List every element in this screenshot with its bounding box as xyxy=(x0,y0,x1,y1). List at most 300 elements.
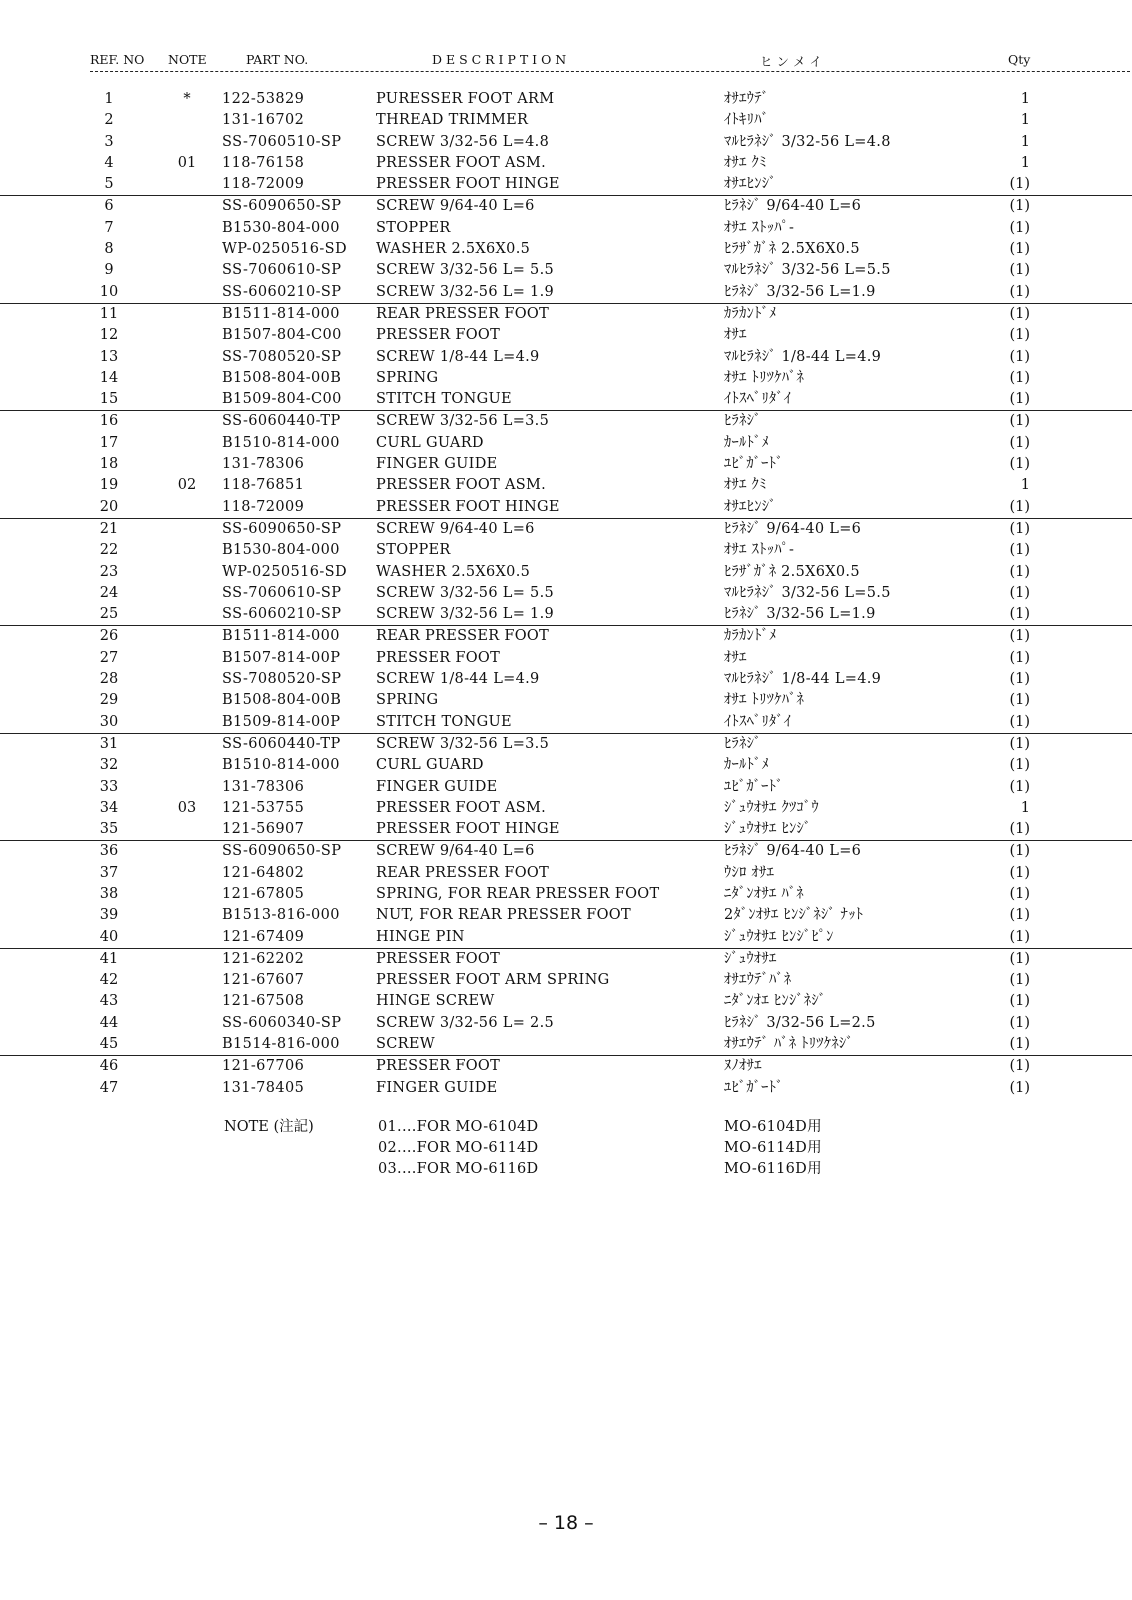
kana-name-cell: 2ﾀﾞﾝｵｻｴ ﾋﾝｼﾞﾈｼﾞ ﾅｯﾄ xyxy=(724,907,864,924)
ref-no-cell: 19 xyxy=(99,477,119,494)
description-cell: FINGER GUIDE xyxy=(376,456,498,473)
description-cell: PRESSER FOOT ARM SPRING xyxy=(376,972,610,989)
ref-no-cell: 26 xyxy=(99,628,119,645)
kana-name-cell: ｵｻｴｳﾃﾞ xyxy=(724,91,769,107)
description-cell: SCREW 1/8-44 L=4.9 xyxy=(376,671,540,688)
qty-cell: (1) xyxy=(1009,198,1030,215)
table-row xyxy=(0,1056,1132,1077)
qty-cell: (1) xyxy=(1009,262,1030,279)
part-no-cell: SS-7060610-SP xyxy=(222,584,342,601)
ref-no-cell: 37 xyxy=(99,864,119,881)
table-row xyxy=(0,970,1132,991)
ref-no-cell: 9 xyxy=(104,262,114,279)
kana-name-cell: ﾋﾗｻﾞｶﾞﾈ 2.5X6X0.5 xyxy=(724,241,860,258)
header-rule xyxy=(90,71,1130,72)
part-no-cell: SS-6060210-SP xyxy=(222,606,342,623)
table-row xyxy=(0,755,1132,776)
ref-no-cell: 45 xyxy=(99,1036,119,1053)
kana-name-cell: ｼﾞｭｳｵｻｴ ﾋﾝｼﾞ xyxy=(724,821,812,838)
qty-cell: (1) xyxy=(1009,885,1030,902)
table-row xyxy=(0,884,1132,905)
table-row xyxy=(0,475,1132,496)
qty-cell: (1) xyxy=(1009,843,1030,860)
table-row xyxy=(0,174,1132,196)
table-row xyxy=(0,562,1132,583)
kana-name-cell: ｼﾞｭｳｵｻｴ xyxy=(724,950,777,967)
qty-cell: (1) xyxy=(1009,993,1030,1010)
part-no-cell: 131-78306 xyxy=(222,456,305,473)
part-no-cell: 118-72009 xyxy=(222,498,305,515)
table-row xyxy=(0,282,1132,304)
note-model: MO-6104D用 xyxy=(724,1119,822,1135)
description-cell: REAR PRESSER FOOT xyxy=(376,305,550,322)
kana-name-cell: ｵｻｴｳﾃﾞ ﾊﾞﾈ ﾄﾘﾂｹﾈｼﾞ xyxy=(724,1036,854,1053)
note-for: 02....FOR MO-6114D xyxy=(378,1140,539,1156)
description-cell: STOPPER xyxy=(376,219,451,236)
ref-no-cell: 2 xyxy=(104,112,114,129)
ref-no-cell: 47 xyxy=(99,1079,119,1096)
part-no-cell: B1510-814-000 xyxy=(222,434,340,451)
ref-no-cell: 8 xyxy=(104,241,114,258)
table-header xyxy=(0,52,1132,72)
table-row xyxy=(0,454,1132,475)
kana-name-cell: ﾕﾋﾞｶﾞｰﾄﾞ xyxy=(724,1079,784,1096)
ref-no-cell: 35 xyxy=(99,821,119,838)
part-no-cell: 122-53829 xyxy=(222,91,305,107)
kana-name-cell: ｵｻｴﾋﾝｼﾞ xyxy=(724,176,777,193)
qty-cell: (1) xyxy=(1009,542,1030,559)
description-cell: PRESSER FOOT ASM. xyxy=(376,799,547,816)
kana-name-cell: ﾇﾉｵｻｴ xyxy=(724,1058,762,1075)
kana-name-cell: ﾋﾗﾈｼﾞ 9/64-40 L=6 xyxy=(724,520,862,537)
part-no-cell: SS-6060340-SP xyxy=(222,1014,342,1031)
ref-no-cell: 39 xyxy=(99,907,119,924)
description-cell: PRESSER FOOT xyxy=(376,649,501,666)
kana-name-cell: ﾏﾙﾋﾗﾈｼﾞ 3/32-56 L=5.5 xyxy=(724,584,891,601)
part-no-cell: B1530-804-000 xyxy=(222,219,340,236)
kana-name-cell: ﾕﾋﾞｶﾞｰﾄﾞ xyxy=(724,456,784,473)
part-no-cell: B1508-804-00B xyxy=(222,369,342,386)
table-row xyxy=(0,734,1132,755)
table-row xyxy=(0,1034,1132,1056)
part-no-cell: B1507-814-00P xyxy=(222,649,341,666)
part-no-cell: SS-6060440-TP xyxy=(222,413,341,430)
ref-no-cell: 23 xyxy=(99,563,119,580)
description-cell: SCREW 3/32-56 L= 1.9 xyxy=(376,283,555,300)
header-note: NOTE xyxy=(168,52,207,67)
part-no-cell: SS-7080520-SP xyxy=(222,671,342,688)
ref-no-cell: 20 xyxy=(99,498,119,515)
qty-cell: (1) xyxy=(1009,327,1030,344)
ref-no-cell: 14 xyxy=(99,369,119,386)
qty-cell: 1 xyxy=(1020,91,1030,107)
description-cell: HINGE SCREW xyxy=(376,993,495,1010)
notes-label: NOTE (注記) xyxy=(224,1119,314,1135)
kana-name-cell: ｵｻｴ xyxy=(724,649,747,666)
table-row xyxy=(0,304,1132,325)
note-model: MO-6116D用 xyxy=(724,1161,822,1177)
description-cell: SCREW 9/64-40 L=6 xyxy=(376,843,535,860)
ref-no-cell: 33 xyxy=(99,778,119,795)
qty-cell: (1) xyxy=(1009,498,1030,515)
table-row xyxy=(0,433,1132,454)
table-row xyxy=(0,927,1132,949)
part-no-cell: SS-6090650-SP xyxy=(222,520,342,537)
part-no-cell: B1508-804-00B xyxy=(222,692,342,709)
table-row xyxy=(0,863,1132,884)
header-description: D E S C R I P T I O N xyxy=(432,52,567,67)
table-row xyxy=(0,669,1132,690)
kana-name-cell: ｲﾄｽﾍﾞﾘﾀﾞｲ xyxy=(724,391,792,408)
ref-no-cell: 4 xyxy=(104,154,114,171)
qty-cell: (1) xyxy=(1009,369,1030,386)
part-no-cell: 121-64802 xyxy=(222,864,305,881)
description-cell: THREAD TRIMMER xyxy=(376,112,529,129)
ref-no-cell: 1 xyxy=(104,91,114,107)
ref-no-cell: 3 xyxy=(104,133,114,150)
description-cell: SCREW 9/64-40 L=6 xyxy=(376,198,535,215)
table-row xyxy=(0,325,1132,346)
qty-cell: (1) xyxy=(1009,563,1030,580)
kana-name-cell: ｼﾞｭｳｵｻｴ ﾋﾝｼﾞﾋﾟﾝ xyxy=(724,928,834,945)
ref-no-cell: 27 xyxy=(99,649,119,666)
kana-name-cell: ｼﾞｭｳｵｻｴ ｸﾂｺﾞｳ xyxy=(724,799,819,816)
kana-name-cell: ﾋﾗﾈｼﾞ 3/32-56 L=1.9 xyxy=(724,606,876,623)
description-cell: SCREW 3/32-56 L=4.8 xyxy=(376,133,550,150)
kana-name-cell: ﾋﾗﾈｼﾞ xyxy=(724,735,762,752)
kana-name-cell: ｵｻｴﾋﾝｼﾞ xyxy=(724,498,777,515)
description-cell: PRESSER FOOT xyxy=(376,950,501,967)
qty-cell: (1) xyxy=(1009,456,1030,473)
description-cell: CURL GUARD xyxy=(376,757,484,774)
table-row xyxy=(0,819,1132,841)
kana-name-cell: ﾋﾗｻﾞｶﾞﾈ 2.5X6X0.5 xyxy=(724,563,860,580)
kana-name-cell: ｵｻｴｳﾃﾞﾊﾞﾈ xyxy=(724,972,792,989)
part-no-cell: 131-16702 xyxy=(222,112,305,129)
table-row xyxy=(0,604,1132,626)
part-no-cell: 121-67409 xyxy=(222,928,305,945)
table-row xyxy=(0,110,1132,131)
ref-no-cell: 31 xyxy=(99,735,119,752)
part-no-cell: B1507-804-C00 xyxy=(222,327,342,344)
ref-no-cell: 18 xyxy=(99,456,119,473)
ref-no-cell: 28 xyxy=(99,671,119,688)
kana-name-cell: ｳｼﾛ ｵｻｴ xyxy=(724,864,775,881)
table-row xyxy=(0,798,1132,819)
header-ref-no: REF. NO xyxy=(90,52,145,67)
ref-no-cell: 13 xyxy=(99,348,119,365)
table-row xyxy=(0,519,1132,540)
qty-cell: (1) xyxy=(1009,628,1030,645)
ref-no-cell: 12 xyxy=(99,327,119,344)
description-cell: PRESSER FOOT HINGE xyxy=(376,176,560,193)
table-row xyxy=(0,89,1132,110)
kana-name-cell: ﾋﾗﾈｼﾞ xyxy=(724,413,762,430)
table-row xyxy=(0,648,1132,669)
description-cell: SCREW 3/32-56 L= 2.5 xyxy=(376,1014,555,1031)
ref-no-cell: 11 xyxy=(99,305,119,322)
qty-cell: 1 xyxy=(1020,799,1030,816)
part-no-cell: 118-76158 xyxy=(222,154,305,171)
qty-cell: (1) xyxy=(1009,434,1030,451)
description-cell: SCREW xyxy=(376,1036,435,1053)
kana-name-cell: ﾆﾀﾞﾝｵｴ ﾋﾝｼﾞﾈｼﾞ xyxy=(724,993,827,1010)
qty-cell: (1) xyxy=(1009,649,1030,666)
qty-cell: (1) xyxy=(1009,241,1030,258)
kana-name-cell: ﾆﾀﾞﾝｵｻｴ ﾊﾞﾈ xyxy=(724,885,804,902)
qty-cell: 1 xyxy=(1020,112,1030,129)
qty-cell: (1) xyxy=(1009,713,1030,730)
table-row xyxy=(0,583,1132,604)
part-no-cell: SS-7080520-SP xyxy=(222,348,342,365)
part-no-cell: B1514-816-000 xyxy=(222,1036,340,1053)
ref-no-cell: 42 xyxy=(99,972,119,989)
description-cell: STOPPER xyxy=(376,542,451,559)
qty-cell: (1) xyxy=(1009,520,1030,537)
kana-name-cell: ｲﾄｽﾍﾞﾘﾀﾞｲ xyxy=(724,713,792,730)
table-row xyxy=(0,153,1132,174)
description-cell: STITCH TONGUE xyxy=(376,713,512,730)
kana-name-cell: ﾏﾙﾋﾗﾈｼﾞ 3/32-56 L=5.5 xyxy=(724,262,891,279)
note-cell: 02 xyxy=(177,477,197,494)
kana-name-cell: ｵｻｴ ﾄﾘﾂｹﾊﾞﾈ xyxy=(724,692,805,709)
qty-cell: (1) xyxy=(1009,864,1030,881)
part-no-cell: 121-56907 xyxy=(222,821,305,838)
description-cell: PRESSER FOOT HINGE xyxy=(376,498,560,515)
description-cell: SPRING xyxy=(376,692,439,709)
ref-no-cell: 16 xyxy=(99,413,119,430)
part-no-cell: 121-67508 xyxy=(222,993,305,1010)
table-row xyxy=(0,905,1132,926)
part-no-cell: B1509-804-C00 xyxy=(222,391,342,408)
note-cell: * xyxy=(183,91,191,107)
part-no-cell: B1511-814-000 xyxy=(222,305,340,322)
qty-cell: (1) xyxy=(1009,305,1030,322)
description-cell: SCREW 3/32-56 L=3.5 xyxy=(376,413,550,430)
part-no-cell: SS-6090650-SP xyxy=(222,198,342,215)
description-cell: NUT, FOR REAR PRESSER FOOT xyxy=(376,907,631,924)
note-for: 03....FOR MO-6116D xyxy=(378,1161,539,1177)
table-row xyxy=(0,777,1132,798)
note-cell: 01 xyxy=(177,154,197,171)
qty-cell: (1) xyxy=(1009,413,1030,430)
part-no-cell: WP-0250516-SD xyxy=(222,241,348,258)
qty-cell: (1) xyxy=(1009,757,1030,774)
qty-cell: (1) xyxy=(1009,950,1030,967)
kana-name-cell: ｵｻｴ ｽﾄｯﾊﾟ- xyxy=(724,219,795,236)
table-row xyxy=(0,368,1132,389)
kana-name-cell: ﾋﾗﾈｼﾞ 9/64-40 L=6 xyxy=(724,843,862,860)
parts-table xyxy=(0,89,1132,1099)
kana-name-cell: ｵｻｴ xyxy=(724,327,747,344)
ref-no-cell: 40 xyxy=(99,928,119,945)
description-cell: SCREW 3/32-56 L= 1.9 xyxy=(376,606,555,623)
ref-no-cell: 38 xyxy=(99,885,119,902)
table-row xyxy=(0,626,1132,647)
description-cell: SCREW 1/8-44 L=4.9 xyxy=(376,348,540,365)
table-row xyxy=(0,218,1132,239)
part-no-cell: 121-62202 xyxy=(222,950,305,967)
description-cell: PRESSER FOOT ASM. xyxy=(376,154,547,171)
table-row xyxy=(0,1078,1132,1099)
part-no-cell: B1530-804-000 xyxy=(222,542,340,559)
table-row xyxy=(0,841,1132,862)
qty-cell: 1 xyxy=(1020,133,1030,150)
qty-cell: (1) xyxy=(1009,1036,1030,1053)
qty-cell: (1) xyxy=(1009,907,1030,924)
kana-name-cell: ｶﾗｶﾝﾄﾞﾒ xyxy=(724,628,777,645)
qty-cell: (1) xyxy=(1009,606,1030,623)
ref-no-cell: 44 xyxy=(99,1014,119,1031)
kana-name-cell: ﾋﾗﾈｼﾞ 3/32-56 L=2.5 xyxy=(724,1014,876,1031)
kana-name-cell: ﾏﾙﾋﾗﾈｼﾞ 1/8-44 L=4.9 xyxy=(724,348,882,365)
ref-no-cell: 17 xyxy=(99,434,119,451)
qty-cell: (1) xyxy=(1009,671,1030,688)
ref-no-cell: 34 xyxy=(99,799,119,816)
part-no-cell: 121-67706 xyxy=(222,1058,305,1075)
note-row xyxy=(0,1117,1132,1138)
description-cell: SPRING, FOR REAR PRESSER FOOT xyxy=(376,885,660,902)
description-cell: WASHER 2.5X6X0.5 xyxy=(376,563,531,580)
qty-cell: 1 xyxy=(1020,154,1030,171)
description-cell: FINGER GUIDE xyxy=(376,1079,498,1096)
qty-cell: (1) xyxy=(1009,692,1030,709)
ref-no-cell: 5 xyxy=(104,176,114,193)
note-row xyxy=(0,1159,1132,1180)
qty-cell: (1) xyxy=(1009,391,1030,408)
ref-no-cell: 24 xyxy=(99,584,119,601)
qty-cell: 1 xyxy=(1020,477,1030,494)
description-cell: WASHER 2.5X6X0.5 xyxy=(376,241,531,258)
part-no-cell: SS-6060440-TP xyxy=(222,735,341,752)
qty-cell: (1) xyxy=(1009,821,1030,838)
qty-cell: (1) xyxy=(1009,219,1030,236)
kana-name-cell: ﾕﾋﾞｶﾞｰﾄﾞ xyxy=(724,778,784,795)
kana-name-cell: ﾋﾗﾈｼﾞ 3/32-56 L=1.9 xyxy=(724,283,876,300)
description-cell: SCREW 9/64-40 L=6 xyxy=(376,520,535,537)
table-row xyxy=(0,497,1132,519)
table-row xyxy=(0,1013,1132,1034)
description-cell: PRESSER FOOT HINGE xyxy=(376,821,560,838)
qty-cell: (1) xyxy=(1009,1058,1030,1075)
ref-no-cell: 6 xyxy=(104,198,114,215)
note-cell: 03 xyxy=(177,799,197,816)
part-no-cell: 121-67805 xyxy=(222,885,305,902)
qty-cell: (1) xyxy=(1009,1079,1030,1096)
kana-name-cell: ｶｰﾙﾄﾞﾒ xyxy=(724,434,769,451)
part-no-cell: B1510-814-000 xyxy=(222,757,340,774)
table-row xyxy=(0,949,1132,970)
table-row xyxy=(0,690,1132,711)
notes-section xyxy=(0,1117,1132,1180)
qty-cell: (1) xyxy=(1009,972,1030,989)
table-row xyxy=(0,239,1132,260)
description-cell: PRESSER FOOT ASM. xyxy=(376,477,547,494)
table-row xyxy=(0,991,1132,1012)
description-cell: STITCH TONGUE xyxy=(376,391,512,408)
table-row xyxy=(0,712,1132,734)
ref-no-cell: 10 xyxy=(99,283,119,300)
part-no-cell: WP-0250516-SD xyxy=(222,563,348,580)
part-no-cell: 118-76851 xyxy=(222,477,305,494)
part-no-cell: B1513-816-000 xyxy=(222,907,340,924)
description-cell: SCREW 3/32-56 L= 5.5 xyxy=(376,584,555,601)
part-no-cell: 121-67607 xyxy=(222,972,305,989)
ref-no-cell: 46 xyxy=(99,1058,119,1075)
kana-name-cell: ﾋﾗﾈｼﾞ 9/64-40 L=6 xyxy=(724,198,862,215)
ref-no-cell: 21 xyxy=(99,520,119,537)
header-part-no: PART NO. xyxy=(246,52,309,67)
description-cell: REAR PRESSER FOOT xyxy=(376,628,550,645)
description-cell: HINGE PIN xyxy=(376,928,465,945)
part-no-cell: 121-53755 xyxy=(222,799,305,816)
note-for: 01....FOR MO-6104D xyxy=(378,1119,539,1135)
kana-name-cell: ｵｻｴ ﾄﾘﾂｹﾊﾞﾈ xyxy=(724,369,805,386)
table-row xyxy=(0,347,1132,368)
description-cell: FINGER GUIDE xyxy=(376,778,498,795)
part-no-cell: SS-7060610-SP xyxy=(222,262,342,279)
description-cell: SCREW 3/32-56 L= 5.5 xyxy=(376,262,555,279)
table-row xyxy=(0,132,1132,153)
part-no-cell: B1511-814-000 xyxy=(222,628,340,645)
kana-name-cell: ｵｻｴ ｸﾐ xyxy=(724,154,767,171)
part-no-cell: 131-78405 xyxy=(222,1079,305,1096)
table-row xyxy=(0,389,1132,411)
table-row xyxy=(0,260,1132,281)
qty-cell: (1) xyxy=(1009,348,1030,365)
kana-name-cell: ﾏﾙﾋﾗﾈｼﾞ 3/32-56 L=4.8 xyxy=(724,133,891,150)
qty-cell: (1) xyxy=(1009,1014,1030,1031)
kana-name-cell: ｶﾗｶﾝﾄﾞﾒ xyxy=(724,305,777,322)
kana-name-cell: ｵｻｴ ｽﾄｯﾊﾟ- xyxy=(724,542,795,559)
ref-no-cell: 22 xyxy=(99,542,119,559)
part-no-cell: SS-7060510-SP xyxy=(222,133,342,150)
qty-cell: (1) xyxy=(1009,928,1030,945)
page-number: – 18 – xyxy=(538,1512,594,1534)
qty-cell: (1) xyxy=(1009,176,1030,193)
table-row xyxy=(0,540,1132,561)
part-no-cell: B1509-814-00P xyxy=(222,713,341,730)
header-qty: Qty xyxy=(1008,52,1031,67)
ref-no-cell: 36 xyxy=(99,843,119,860)
description-cell: SPRING xyxy=(376,369,439,386)
part-no-cell: 118-72009 xyxy=(222,176,305,193)
ref-no-cell: 32 xyxy=(99,757,119,774)
note-model: MO-6114D用 xyxy=(724,1140,822,1156)
part-no-cell: SS-6060210-SP xyxy=(222,283,342,300)
part-no-cell: 131-78306 xyxy=(222,778,305,795)
description-cell: REAR PRESSER FOOT xyxy=(376,864,550,881)
ref-no-cell: 30 xyxy=(99,713,119,730)
qty-cell: (1) xyxy=(1009,778,1030,795)
description-cell: SCREW 3/32-56 L=3.5 xyxy=(376,735,550,752)
description-cell: PRESSER FOOT xyxy=(376,327,501,344)
header-kana: ヒ ン メ イ xyxy=(760,54,822,69)
ref-no-cell: 41 xyxy=(99,950,119,967)
description-cell: PURESSER FOOT ARM xyxy=(376,91,555,107)
qty-cell: (1) xyxy=(1009,283,1030,300)
kana-name-cell: ｲﾄｷﾘﾊﾞ xyxy=(724,112,769,129)
qty-cell: (1) xyxy=(1009,735,1030,752)
ref-no-cell: 29 xyxy=(99,692,119,709)
qty-cell: (1) xyxy=(1009,584,1030,601)
ref-no-cell: 25 xyxy=(99,606,119,623)
description-cell: PRESSER FOOT xyxy=(376,1058,501,1075)
kana-name-cell: ｶｰﾙﾄﾞﾒ xyxy=(724,757,769,774)
note-row xyxy=(0,1138,1132,1159)
kana-name-cell: ﾏﾙﾋﾗﾈｼﾞ 1/8-44 L=4.9 xyxy=(724,671,882,688)
kana-name-cell: ｵｻｴ ｸﾐ xyxy=(724,477,767,494)
